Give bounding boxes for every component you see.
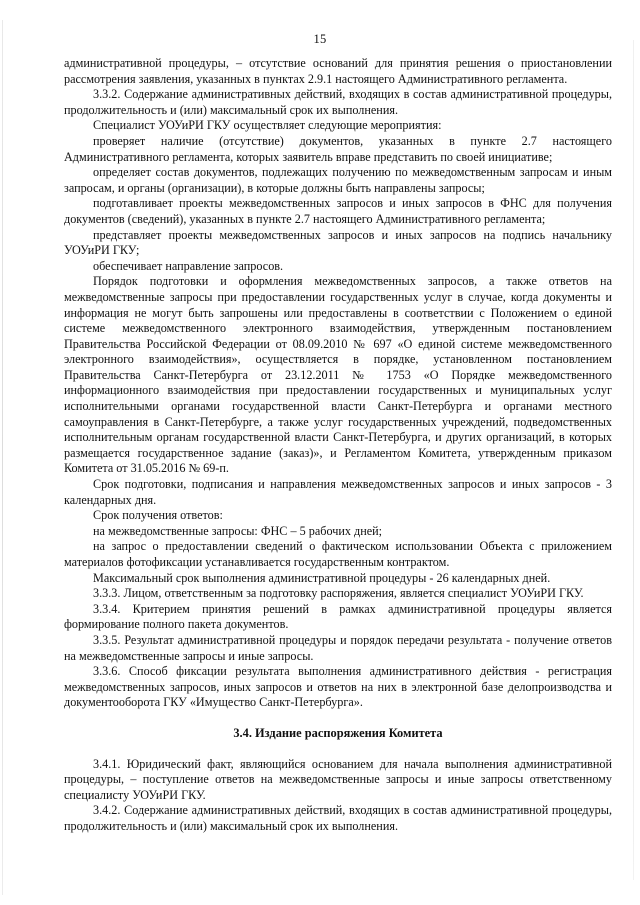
paragraph: представляет проекты межведомственных запросов и иных запросов на подпись начальнику УОУиРИ ГКУ; [64,227,612,258]
paragraph: на запрос о предоставлении сведений о фактическом использовании Объекта с приложением материалов фотофиксации устанавливается государственным контрактом. [64,539,612,569]
paragraph: Срок получения ответов: [93,508,223,523]
paragraph: Специалист УОУиРИ ГКУ осуществляет следующие мероприятия: [93,118,442,133]
paragraph: Максимальный срок выполнения административной процедуры - 26 календарных дней. [93,570,551,585]
paragraph: 3.3.4. Критерием принятия решений в рамках административной процедуры является формирование полного пакета документов. [64,601,612,632]
paragraph: административной процедуры, – отсутствие оснований для принятия решения о приостановлении рассмотрения заявления, указанных в пунктах 2.9.1 настоящего Административного регламента. [64,56,612,86]
paragraph: подготавливает проекты межведомственных запросов и иных запросов в ФНС для получения документов (сведений), указанных в пункте 2.7 настоящего Административного регламента; [64,196,612,226]
document-body [64,56,612,835]
paragraph: обеспечивает направление запросов. [93,258,284,273]
paragraph: 3.3.2. Содержание административных действий, входящих в состав административной процедуры, продолжительность и (или) максимальный срок их выполнения. [64,87,612,117]
paragraph: Порядок подготовки и оформления межведомственных запросов, а также ответов на межведомственные запросы при предоставлении государственных услуг в случае, когда документы и информация не могут быть запрошены или предоставлены в соответствии с Положением о единой системе межведомственного электронного взаимодействия, утвержденным постановлением Правительства Российской Федерации от 08.09.2010 № 697 «О единой системе межведомственного электронного взаимодействия», осуществляется в порядке, установленном постановлением Правительства Санкт-Петербурга от 23.12.2011 № 1753 «О Порядке межведомственного информационного взаимодействия при предоставлении государственных и муниципальных услуг исполнительными органами государственной власти Санкт-Петербурга и органами местного самоуправления в Санкт-Петербурге, а также услуг государственных учреждений, подведомственных исполнительным органам государственной власти Санкт-Петербурга, и других организаций, в которых размещается государственное задание (заказ)», и Регламентом Комитета, утвержденным приказом Комитета от 31.05.2016 № 69-п. [64,274,612,476]
paragraph: проверяет наличие (отсутствие) документов, указанных в пункте 2.7 настоящего Административного регламента, которых заявитель вправе представить по своей инициативе; [64,133,612,164]
paragraph-group-3-4 [64,757,612,835]
page-number: 15 [313,32,327,46]
scan-edge-left [2,20,3,895]
paragraph: Срок подготовки, подписания и направления межведомственных запросов и иных запросов - 3 календарных дня. [64,477,612,507]
scan-edge-right [633,40,634,880]
section-heading: 3.4. Издание распоряжения Комитета [233,725,443,740]
paragraph: 3.3.3. Лицом, ответственным за подготовку распоряжения, является специалист УОУиРИ ГКУ. [93,586,584,601]
paragraph: определяет состав документов, подлежащих получению по межведомственным запросам и иным запросам, и органы (организации), в которые должны быть направлены запросы; [64,165,612,195]
paragraph: на межведомственные запросы: ФНС – 5 рабочих дней; [93,523,383,538]
paragraph: 3.4.2. Содержание административных действий, входящих в состав административной процедуры, продолжительность и (или) максимальный срок их выполнения. [64,803,612,833]
paragraph: 3.3.5. Результат административной процедуры и порядок передачи результата - получение ответов на межведомственные запросы и иные запросы. [64,632,612,663]
paragraph: 3.3.6. Способ фиксации результата выполнения административного действия - регистрация межведомственных запросов, иных запросов и ответов на них в электронной базе делопроизводства и документооборота ГКУ «Имущество Санкт-Петербурга». [64,664,612,710]
paragraph: 3.4.1. Юридический факт, являющийся основанием для начала выполнения административной процедуры, – поступление ответов на межведомственные запросы и иные запросы ответственному специалисту УОУиРИ ГКУ. [64,756,612,802]
paragraph-group-3-3 [64,56,612,711]
